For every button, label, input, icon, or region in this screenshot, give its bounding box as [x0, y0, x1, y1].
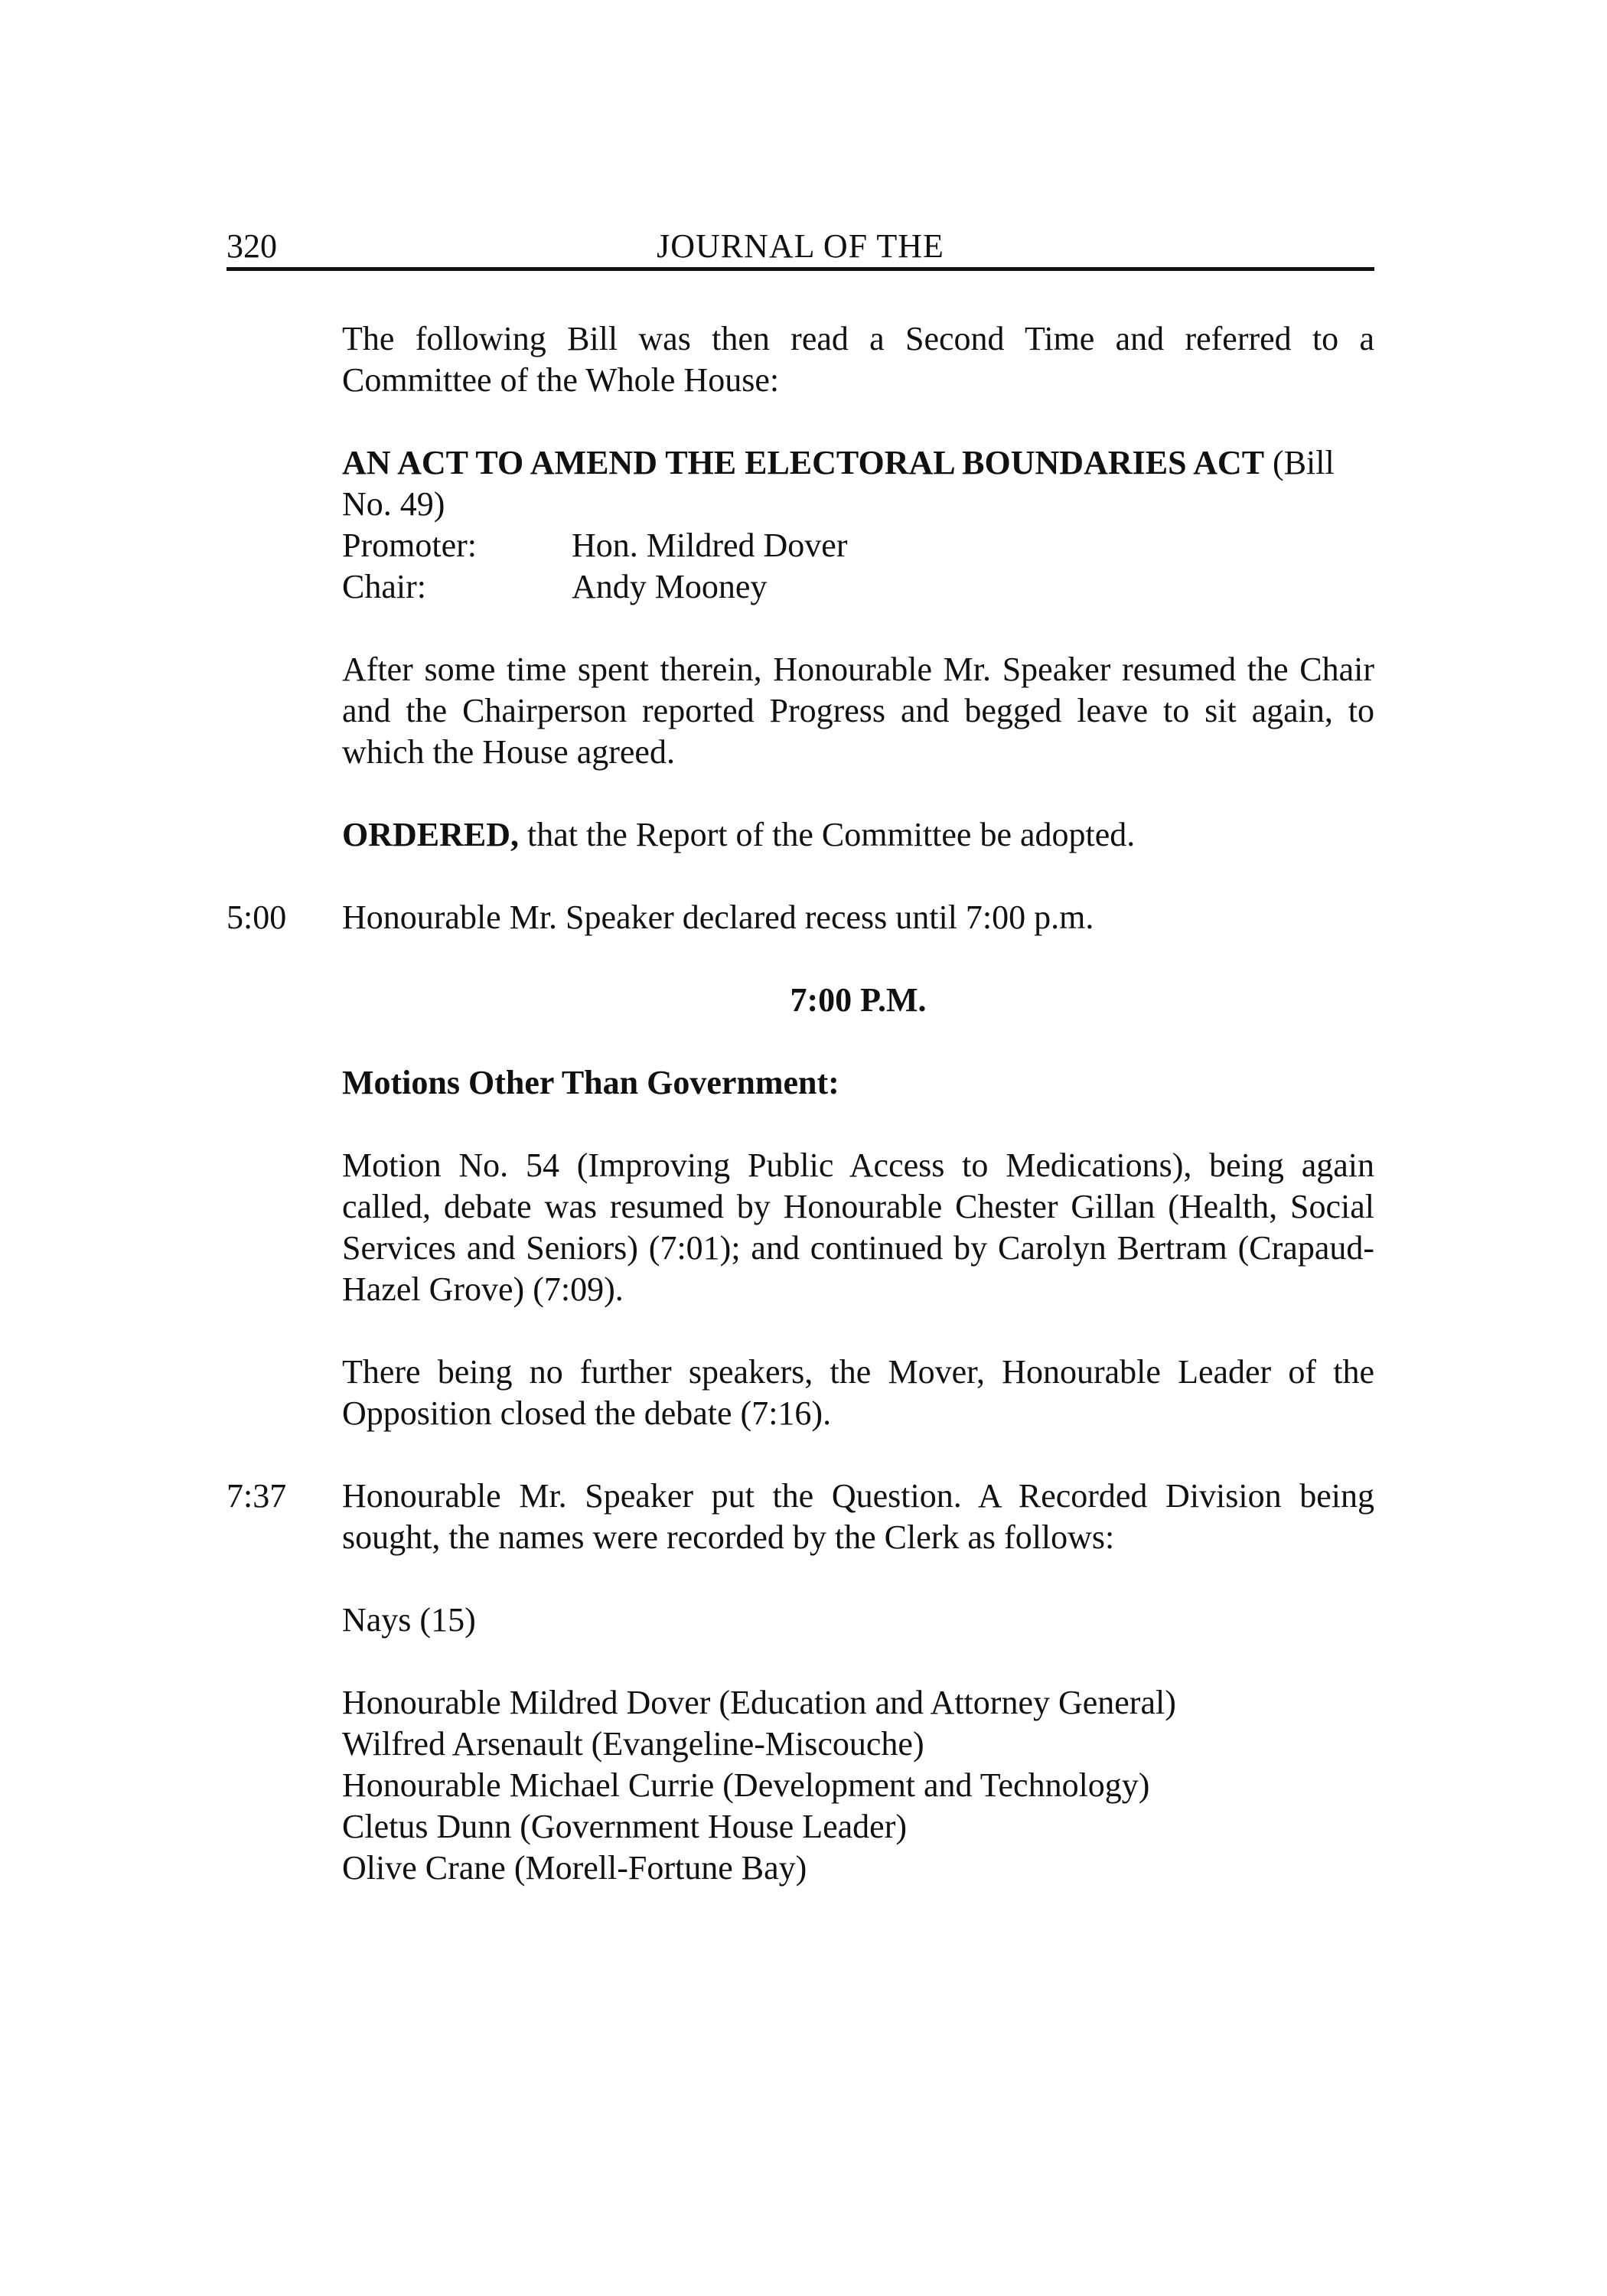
question-entry: [227, 1476, 1374, 1558]
question-time: 7:37: [227, 1477, 287, 1515]
chair-value: Andy Mooney: [572, 568, 768, 605]
nays-list-item: Honourable Mildred Dover (Education and Attorney General): [342, 1684, 1176, 1721]
page-header: [227, 226, 1374, 271]
running-title: JOURNAL OF THE: [657, 227, 944, 265]
question-text: Honourable Mr. Speaker put the Question. A Recorded Division being sought, the names were recorded by the Clerk as follows:: [342, 1477, 1374, 1556]
bill-block: [342, 442, 1374, 608]
debate-closed-paragraph: There being no further speakers, the Mover, Honourable Leader of the Opposition closed the debate (7:16).: [342, 1353, 1374, 1432]
nays-list: [342, 1682, 1374, 1889]
chair-label: Chair:: [342, 568, 426, 605]
promoter-row: [342, 525, 1374, 566]
bill-number: (Bill No. 49): [342, 444, 1335, 523]
recess-text: Honourable Mr. Speaker declared recess until 7:00 p.m.: [342, 899, 1094, 936]
ordered-label: ORDERED,: [342, 816, 520, 853]
committee-report-paragraph: After some time spent therein, Honourable Mr. Speaker resumed the Chair and the Chairperson reported Progress and begged leave to sit again, to which the House agreed.: [342, 651, 1374, 771]
promoter-value: Hon. Mildred Dover: [572, 527, 848, 564]
recess-entry: [227, 897, 1374, 938]
ordered-text: that the Report of the Committee be adopted.: [519, 816, 1136, 853]
bill-title: [342, 442, 1374, 525]
bill-title-bold: AN ACT TO AMEND THE ELECTORAL BOUNDARIES ACT: [342, 444, 1265, 481]
page-body: [227, 318, 1374, 1889]
ordered-paragraph: [342, 814, 1374, 856]
nays-list-item: Cletus Dunn (Government House Leader): [342, 1808, 908, 1845]
page-number: 320: [227, 227, 277, 265]
bill-referral-paragraph: The following Bill was then read a Second Time and referred to a Committee of the Whole House:: [342, 320, 1374, 399]
nays-list-item: Olive Crane (Morell-Fortune Bay): [342, 1849, 807, 1887]
motion-debate-paragraph: Motion No. 54 (Improving Public Access to Medications), being again called, debate was resumed by Honourable Chester Gillan (Health, Social Services and Seniors) (7:01); and continued by Carolyn Bertram (Crapaud-Hazel Grove) (7:09).: [342, 1146, 1374, 1308]
evening-sitting-heading: 7:00 P.M.: [790, 981, 927, 1019]
nays-list-item: Wilfred Arsenault (Evangeline-Miscouche): [342, 1725, 924, 1763]
promoter-label: Promoter:: [342, 527, 477, 564]
nays-heading: Nays (15): [342, 1601, 476, 1639]
nays-list-item: Honourable Michael Currie (Development and Technology): [342, 1766, 1150, 1804]
recess-time: 5:00: [227, 899, 287, 936]
motions-heading: Motions Other Than Government:: [342, 1064, 839, 1101]
chair-row: [342, 566, 1374, 608]
